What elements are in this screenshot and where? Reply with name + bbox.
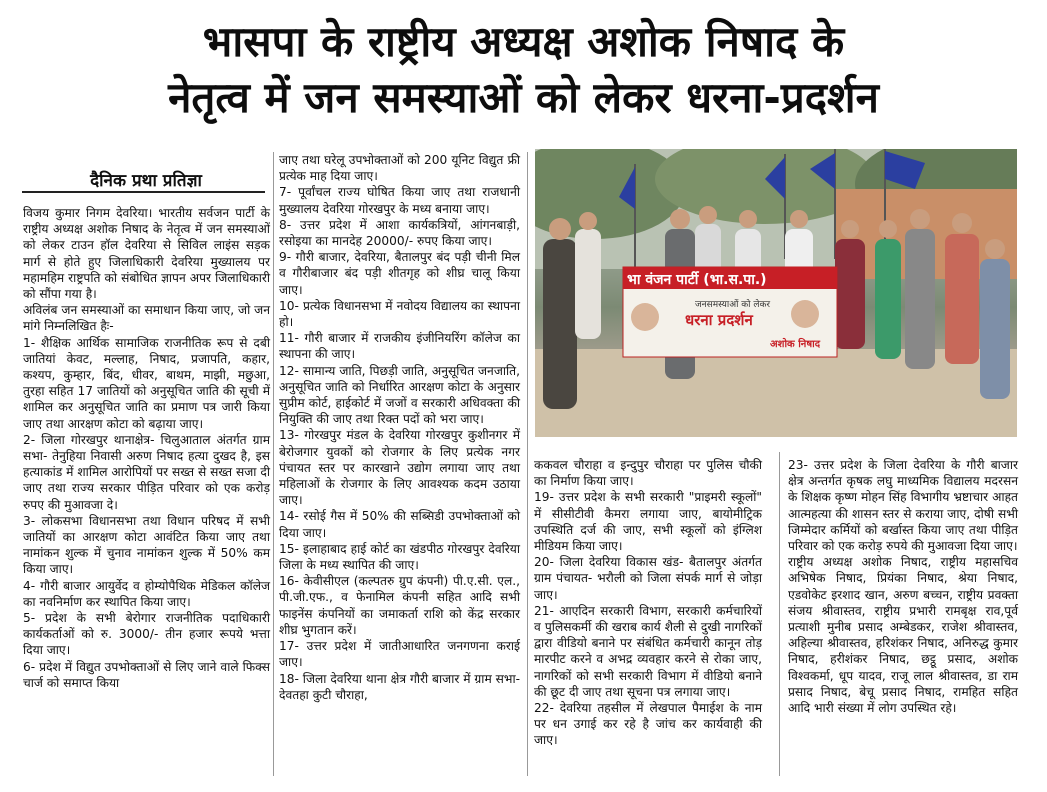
paragraph: जाए तथा घरेलू उपभोक्ताओं को 200 यूनिट विद्युत फ्री प्रत्येक माह दिया जाए। — [279, 153, 520, 184]
paragraph: 21- आएदिन सरकारी विभाग, सरकारी कर्मचारियों व पुलिसकर्मी की खराब कार्य शैली से दुखी नागरिकों द्वारा वीडियो बनाने पर संबंधित कर्मचारी कानून तोड़ मारपीट करने व अभद्र व्यवहार करने से रोका जाए, नागरिकों को सभी सरकारी विभाग में वीडियो बनाने की छूट दी जाए तथा सूचना पत्र लगाया जाए। — [534, 603, 762, 699]
paragraph: 16- केवीसीएल (कल्पतरु ग्रुप कंपनी) पी.ए.सी. एल., पी.जी.एफ., व फेनामिल कंपनी सहित आदि सभी फाइनेंस कंपनियों का जमाकर्ता राशि को केंद्र सरकार शीघ्र भुगतान करें। — [279, 574, 520, 637]
column-divider — [273, 152, 274, 776]
banner-main-text: धरना प्रदर्शन — [685, 311, 753, 329]
banner-subtitle: जनसमस्याओं को लेकर — [695, 300, 771, 310]
paragraph: 2- जिला गोरखपुर थानाक्षेत्र- चिलुआताल अंतर्गत ग्राम सभा- तेनुहिया निवासी अरुण निषाद हत्या दुखद है, इस हत्याकांड में शामिल आरोपियों पर सख्त से सख्त सजा दी जाए तथा राज्य सरकार पीड़ित परिवार को एक करोड़ रुपए की मुआवजा दे। — [23, 432, 270, 512]
paragraph: 22- देवरिया तहसील में लेखपाल पैमाईश के नाम पर धन उगाई कर रहे है जांच कर कार्यवाही की जाए। — [534, 701, 762, 748]
article-column-4 — [788, 457, 1018, 716]
paragraph: 17- उत्तर प्रदेश में जातीआधारित जनगणना कराई जाए। — [279, 639, 520, 670]
newspaper-source: दैनिक प्रथा प्रतिज्ञा — [90, 171, 202, 191]
paragraph: अविलंब जन समस्याओं का समाधान किया जाए, जो जन मांगे निम्नलिखित हैः- — [23, 303, 270, 334]
paragraph: 20- जिला देवरिया विकास खंड- बैतालपुर अंतर्गत ग्राम पंचायत- भरौली को जिला संपर्क मार्ग से जोड़ा जाए। — [534, 555, 762, 602]
paragraph: 7- पूर्वांचल राज्य घोषित किया जाए तथा राजधानी मुख्यालय देवरिया गोरखपुर के मध्य बनाया जाए। — [279, 185, 520, 216]
paragraph: 8- उत्तर प्रदेश में आशा कार्यकत्रियों, आंगनबाड़ी, रसोइया का मानदेह 20000/- रुपए किया जाए। — [279, 217, 520, 249]
article-column-3 — [534, 457, 762, 749]
headline — [0, 14, 1047, 126]
paragraph: 14- रसोई गैस में 50% की सब्सिडी उपभोक्ताओं को दिया जाए। — [279, 509, 520, 540]
paragraph: 9- गौरी बाजार, देवरिया, बैतालपुर बंद पड़ी चीनी मिल व गौरीबाजार बंद पड़ी शीतगृह को शीघ्र चालू किया जाए। — [279, 250, 520, 297]
paragraph: 18- जिला देवरिया थाना क्षेत्र गौरी बाजार में ग्राम सभा- देवतहा कुटी चौराहा, — [279, 671, 520, 702]
paragraph: 15- इलाहाबाद हाई कोर्ट का खंडपीठ गोरखपुर देवरिया जिला के मध्य स्थापित की जाए। — [279, 541, 520, 573]
paragraph: 23- उत्तर प्रदेश के जिला देवरिया के गौरी बाजार क्षेत्र अन्तर्गत कृषक लघु माध्यमिक विद्यालय मदरसन के शिक्षक कृष्ण मोहन सिंह विभागीय भ्रष्टाचार आहत आत्महत्या की शासन स्तर से कराया जाए, दोषी सभी जिम्मेदार कर्मियों को बर्खास्त किया जाए तथा पीड़ित परिवार को एक करोड़ रुपये की मुआवजा दिया जाए। — [788, 458, 1018, 554]
source-underline — [22, 191, 265, 193]
paragraph: 5- प्रदेश के सभी बेरोगार राजनीतिक पदाधिकारी कार्यकर्ताओं को रु. 3000/- तीन हजार रूपये भत्ता दिया जाए। — [23, 611, 270, 658]
banner-name: अशोक निषाद — [770, 339, 821, 350]
column-divider — [779, 452, 780, 776]
paragraph: 3- लोकसभा विधानसभा तथा विधान परिषद में सभी जातियों का आरक्षण कोटा आवंटित किया जाए तथा नामांकन शुल्क में चुनाव नामांकन शुल्क में 50% कम किया जाए। — [23, 513, 270, 577]
paragraph: विजय कुमार निगम देवरिया। भारतीय सर्वजन पार्टी के राष्ट्रीय अध्यक्ष अशोक निषाद के नेतृत्व में जन समस्याओं को लेकर टाउन हॉल देवरिया से सिविल लाइंस सड़क मार्ग से होते हुए जिलाधिकारी देवरिया मुख्यालय पर महामहिम राष्ट्रपति को संबोधित ज्ञापन अपर जिलाधिकारी को सौंपा गया है। — [23, 206, 270, 302]
column-divider — [527, 152, 528, 776]
paragraph: 19- उत्तर प्रदेश के सभी सरकारी "प्राइमरी स्कूलों" में सीसीटीवी कैमरा लगाया जाए, बायोमीट्रिक उपस्थिति दर्ज की जाए, सभी स्कूलों को इंग्लिश मीडियम किया जाए। — [534, 490, 762, 554]
protest-photo — [535, 149, 1017, 437]
paragraph: 13- गोरखपुर मंडल के देवरिया गोरखपुर कुशीनगर में बेरोजगार युवकों को रोजगार के लिए प्रत्येक नगर पंचायत स्तर पर कारखाने उद्योग लगाया जाए तथा महिलाओं के रोजगार के लिए आवश्यक कदम उठाया जाए। — [279, 428, 520, 508]
paragraph: ककवल चौराहा व इन्दुपुर चौराहा पर पुलिस चौकी का निर्माण किया जाए। — [534, 458, 762, 489]
paragraph: 6- प्रदेश में विद्युत उपभोक्ताओं से लिए जाने वाले फिक्स चार्ज को समाप्त किया — [23, 659, 270, 690]
paragraph: 4- गौरी बाजार आयुर्वेद व होम्योपैथिक मेडिकल कॉलेज का नवनिर्माण कर स्थापित किया जाए। — [23, 578, 270, 609]
paragraph: 1- शैक्षिक आर्थिक सामाजिक राजनीतिक रूप से दबी जातियां केवट, मल्लाह, निषाद, प्रजापति, कहार, कश्यप, कुम्हार, बिंद, धीवर, बाथम, माझी, मछुआ, तुरहा सहित 17 जातियों को अनुसूचित जाति की सूची में शामिल कर अनुसूचित जाति का प्रमाण पत्र जारी किया जाए तथा आरक्षण कोटा को बढ़ाया जाए। — [23, 335, 270, 431]
headline-line-1: भासपा के राष्ट्रीय अध्यक्ष अशोक निषाद के — [202, 17, 845, 66]
article-column-2 — [279, 152, 520, 703]
headline-line-2: नेतृत्व में जन समस्याओं को लेकर धरना-प्रदर्शन — [168, 73, 879, 122]
paragraph: 12- सामान्य जाति, पिछड़ी जाति, अनुसूचित जनजाति, अनुसूचित जाति को निर्धारित आरक्षण कोटा के अनुसार सुप्रीम कोर्ट, हाईकोर्ट में जजों व सरकारी अधिवक्ता की नियुक्ति की जाए तथा रिक्त पदों को भरा जाए। — [279, 363, 520, 427]
article-column-1 — [23, 205, 270, 691]
paragraph: 10- प्रत्येक विधानसभा में नवोदय विद्यालय का स्थापना हो। — [279, 298, 520, 330]
paragraph: 11- गौरी बाजार में राजकीय इंजीनियरिंग कॉलेज का स्थापना की जाए। — [279, 331, 520, 362]
banner-title: भा वंजन पार्टी (भा.स.पा.) — [627, 272, 767, 288]
paragraph: राष्ट्रीय अध्यक्ष अशोक निषाद, राष्ट्रीय महासचिव अभिषेक निषाद, प्रियंका निषाद, श्रेया निषाद, एडवोकेट इरशाद खान, अरुण बच्चन, राष्ट्रीय प्रवक्ता संजय श्रीवास्तव, राष्ट्रीय प्रभारी रामबृक्ष राव,पूर्व प्रत्याशी मुनीब प्रसाद अम्बेडकर, राजेश श्रीवास्तव, अहिल्या श्रीवास्तव, हरिशंकर निषाद, अनिरुद्ध कुमार निषाद, हरीशंकर निषाद, छट्ठू प्रसाद, अशोक विश्वकर्मा, धूप यादव, राजू लाल श्रीवास्तव, डा राम प्रसाद निषाद, बेचू प्रसाद निषाद, रामहित सहित आदि भारी संख्या में लोग उपस्थित रहे। — [788, 555, 1018, 716]
